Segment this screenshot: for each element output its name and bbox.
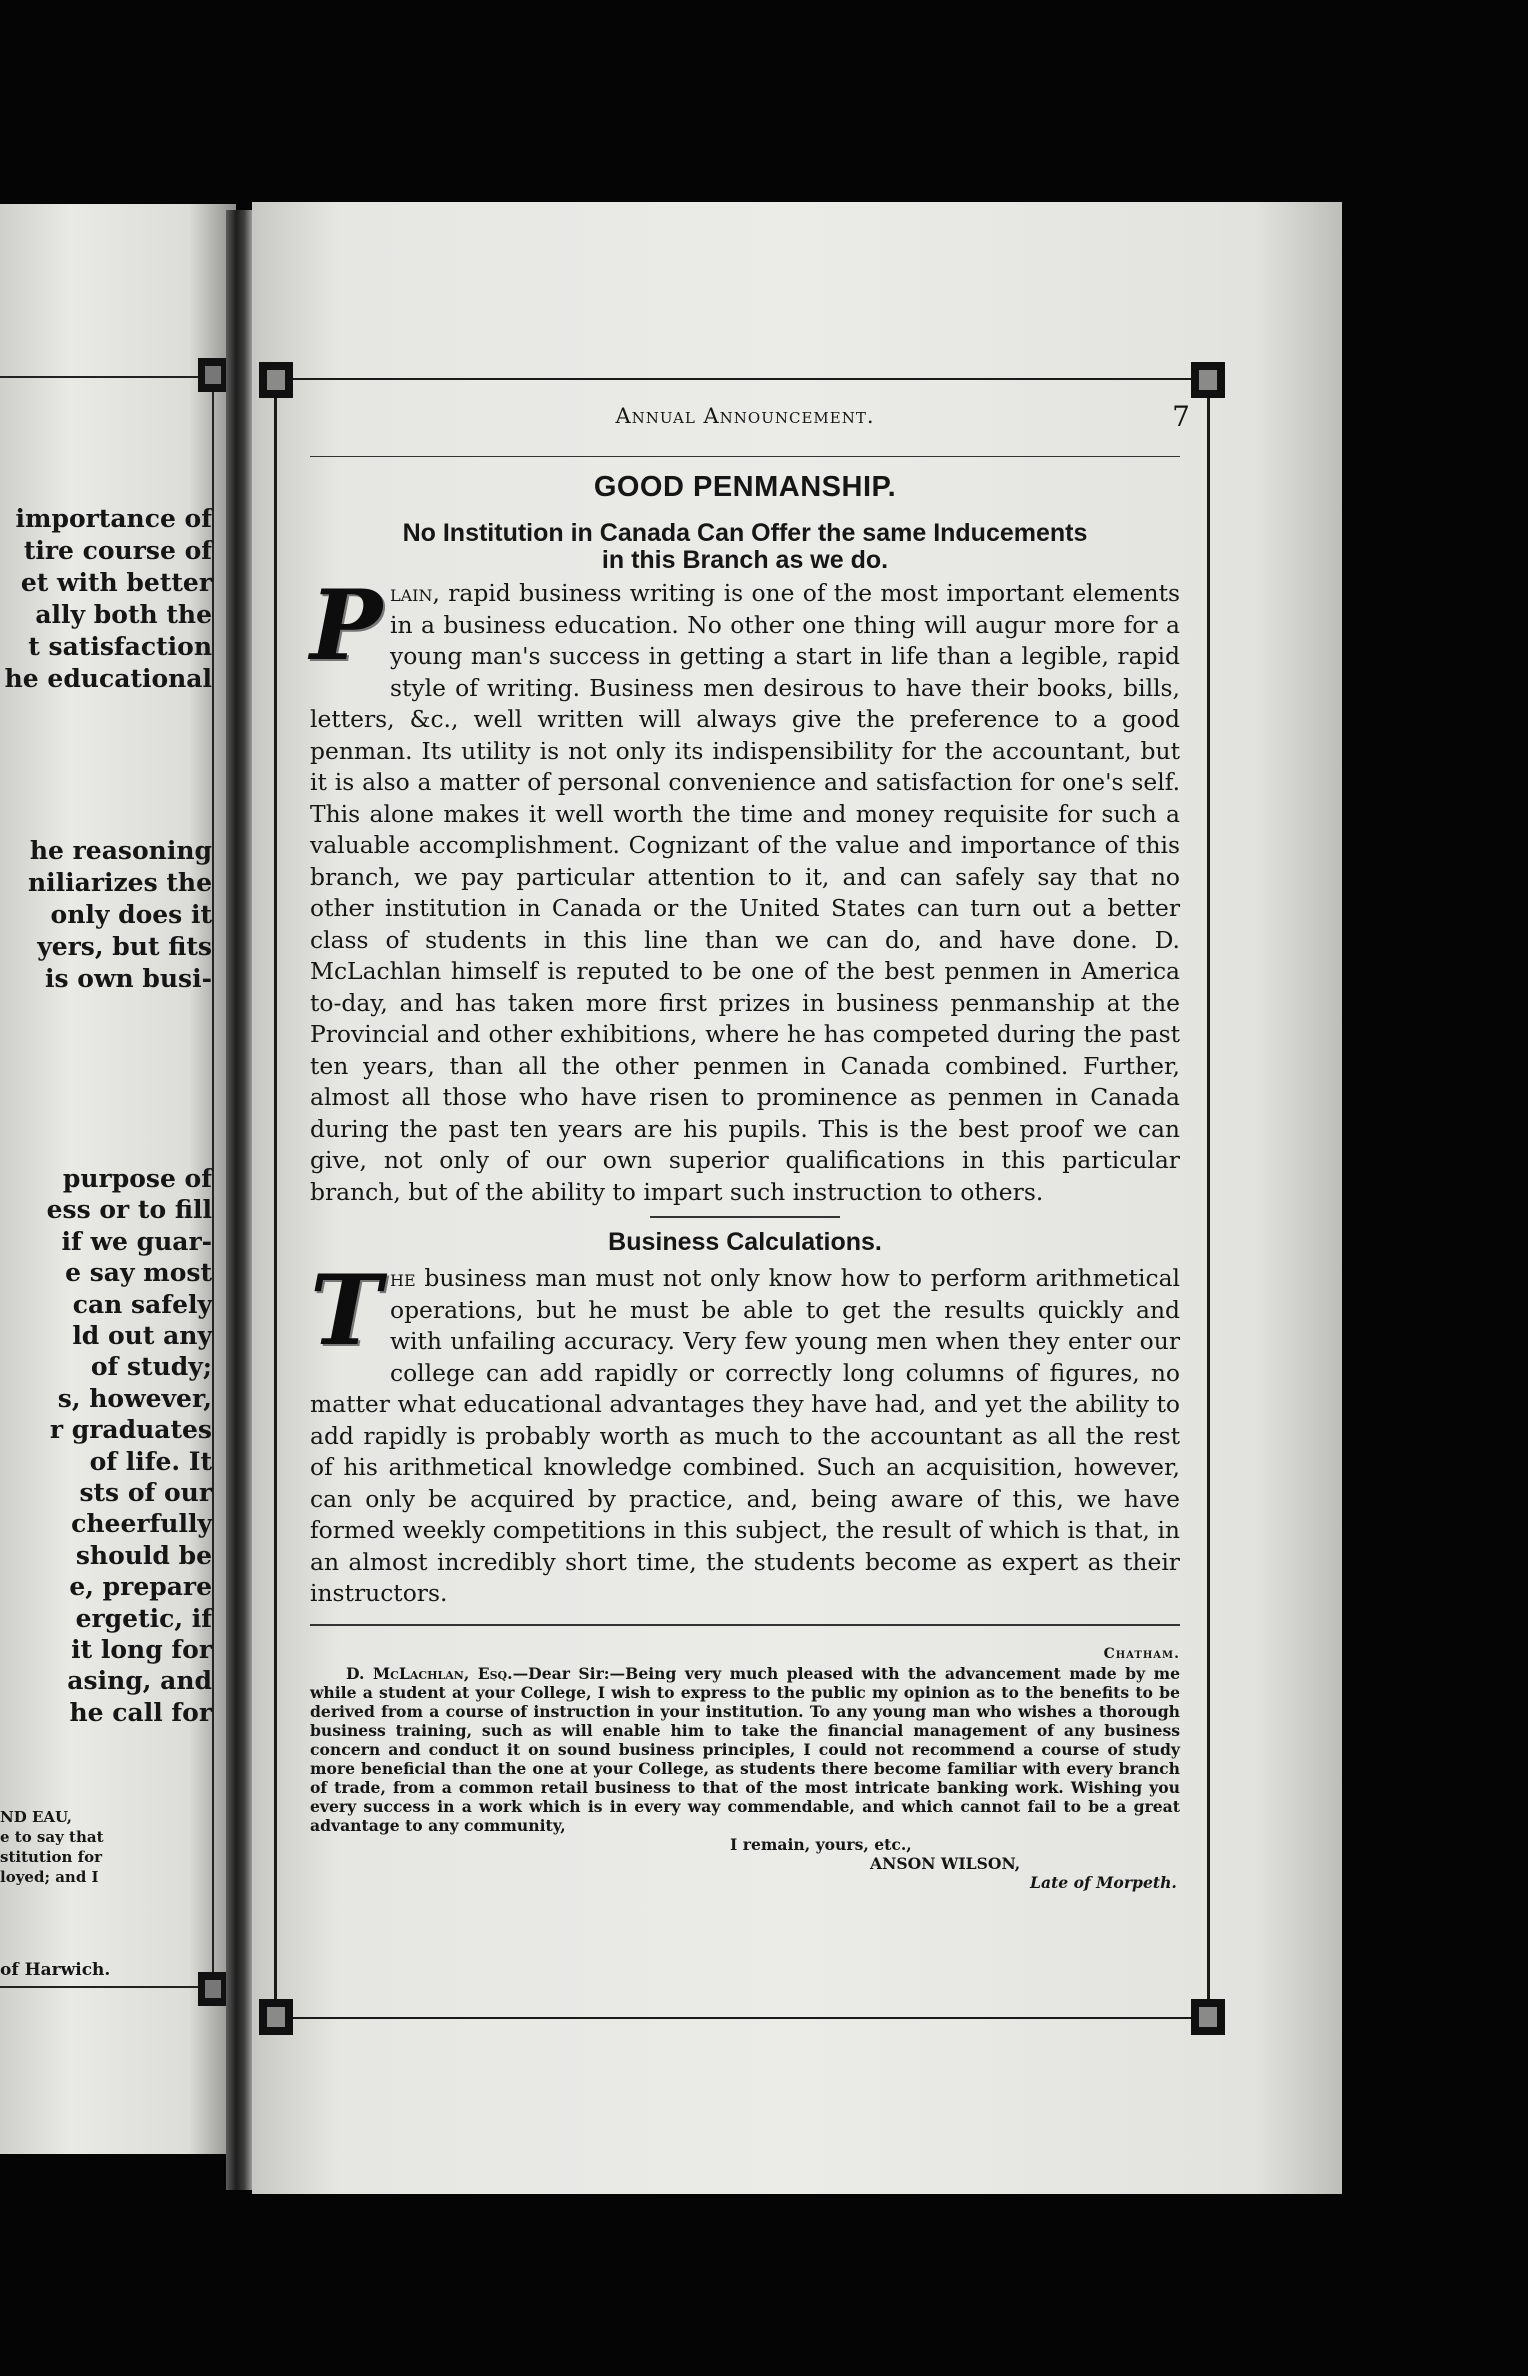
left-page-signature-line: loyed; and I — [0, 1868, 99, 1886]
left-page-line: sts of our — [79, 1478, 212, 1507]
left-page-signature-line: e to say that — [0, 1828, 104, 1846]
left-page-line: he educational — [4, 664, 212, 693]
letter-signature-name: ANSON WILSON, — [870, 1853, 1021, 1873]
left-page-line: it long for — [71, 1635, 212, 1664]
left-page-line: s, however, — [57, 1383, 212, 1413]
left-page-line: can safely — [72, 1289, 212, 1319]
left-page-line: he call for — [69, 1697, 212, 1727]
paragraph-text: business man must not only know how to perform arithmetical operations, but he must be able to get the results quickly and with unfailing accuracy. Very few young men when they enter our college can add rapidly or correctly long columns of figures, no matter what educational advantages they have had, and yet the ability to add rapidly is probably worth as much to the accountant as all the rest of his arithmetical knowledge combined. Such an acquisition, however, can only be acquired by practice, and, being aware of this, we have formed weekly competitions in this subject, the result of which is that, in an almost incredibly short time, the students become as expert as their instructors. — [310, 1264, 1180, 1607]
letter-body — [310, 1664, 1180, 1835]
running-head-title: Annual Announcement. — [615, 404, 875, 428]
section-divider — [650, 1216, 840, 1218]
left-page-line: yers, but fits — [37, 932, 212, 961]
left-page-line: e say most — [65, 1258, 212, 1288]
left-page-line: tire course of — [23, 536, 212, 565]
left-page-line: only does it — [50, 900, 212, 929]
letter-closing: I remain, yours, etc., — [730, 1834, 912, 1854]
drop-cap: P — [310, 569, 383, 682]
paragraph-text: rapid business writing is one of the most important elements in a business education. No other one thing will augur more for a young man's success in getting a start in life than a legible, rapid style of writing. Business men desirous to have their books, bills, letters, &c., well written will always give the preference to a good penman. Its utility is not only its indispensibility for the accountant, but it is also a matter of personal convenience and satisfaction for one's self. This alone makes it well worth the time and money requisite for such a valuable accomplishment. Cognizant of the value and importance of this branch, we pay particular attention to it, and can safely say that no other institution in Canada or the United States can turn out a better class of students in this line than we can do, and have done. D. McLachlan himself is reputed to be one of the best penmen in America to-day, and has taken more first prizes in business penmanship at the Provincial and other exhibitions, where he has competed during the past ten years, than all the other penmen in Canada combined. Further, almost all those who have risen to prominence as penmen in Canada during the past ten years are his pupils. This is the best proof we can give, not only of our own superior qualifications in this particular branch, but of the ability to impart such instruction to others. — [310, 579, 1180, 1206]
left-page-line: if we guar- — [61, 1226, 212, 1256]
left-page-footer: of Harwich. — [0, 1960, 111, 1980]
corner-ornament-icon — [1191, 1999, 1225, 2035]
left-page-line: cheerfully — [71, 1509, 212, 1539]
subtitle-line: in this Branch as we do. — [601, 546, 889, 574]
testimonial-divider — [310, 1624, 1180, 1626]
left-page-line: e, prepare — [69, 1572, 212, 1602]
section-subtitle — [310, 520, 1180, 574]
lead-word: he — [390, 1264, 416, 1292]
testimonial-letter — [310, 1646, 1180, 1892]
left-page-line: ess or to fill — [46, 1195, 212, 1225]
book-gutter — [226, 210, 252, 2190]
left-page-line: ld out any — [72, 1321, 212, 1350]
left-page-line: asing, and — [67, 1666, 212, 1696]
penmanship-paragraph — [310, 569, 1180, 1208]
corner-ornament-icon — [259, 1999, 293, 2035]
left-facing-page — [0, 204, 236, 2154]
corner-ornament-icon — [1191, 362, 1225, 398]
left-page-line: importance of — [15, 504, 212, 533]
lead-word: lain, — [390, 579, 440, 607]
corner-ornament-icon — [259, 362, 293, 398]
left-page-line: t satisfaction — [28, 632, 212, 661]
section-title-penmanship: GOOD PENMANSHIP. — [593, 471, 897, 503]
left-page-signature-line: stitution for — [0, 1848, 103, 1866]
left-page-line: of life. It — [89, 1446, 212, 1476]
letter-signature-location: Late of Morpeth. — [1030, 1872, 1177, 1892]
running-head — [310, 400, 1190, 444]
calculations-paragraph — [310, 1254, 1180, 1610]
letter-place: Chatham. — [1103, 1645, 1180, 1662]
left-page-signature-line: ND EAU, — [0, 1808, 72, 1826]
page-number: 7 — [1172, 400, 1190, 433]
letter-salutation: D. McLachlan, Esq. — [346, 1663, 513, 1683]
left-page-line: et with better — [20, 568, 212, 597]
corner-ornament-icon — [198, 358, 228, 392]
letter-text: —Dear Sir:—Being very much pleased with the advancement made by me while a student at your College, I wish to express to the public my opinion as to the benefits to be derived from a course of instruction in your institution. To any young man who wishes a thorough business training, such as will enable him to take the financial management of any business concern and conduct it on sound business principles, I could not recommend a course of study more beneficial than the one at your College, as students there become familiar with every branch of trade, from a common retail business to that of the most intricate banking work. Wishing you every success in a work which is in every way commendable, and which cannot fail to be a great advantage to any community, — [310, 1663, 1180, 1835]
subtitle-line: No Institution in Canada Can Offer the same Inducements — [402, 519, 1088, 547]
left-page-line: r graduates — [49, 1415, 212, 1445]
left-page-line: he reasoning — [29, 836, 212, 865]
page-content — [310, 400, 1190, 1892]
section-title-calculations: Business Calculations. — [608, 1228, 882, 1256]
left-page-line: of study; — [90, 1352, 212, 1382]
left-page-line: should be — [75, 1540, 212, 1570]
left-page-line: is own busi- — [45, 964, 212, 993]
left-page-line: ally both the — [35, 600, 212, 629]
drop-cap: T — [310, 1254, 382, 1367]
corner-ornament-icon — [198, 1972, 228, 2006]
left-page-line: niliarizes the — [27, 868, 212, 897]
left-page-line: purpose of — [62, 1164, 212, 1193]
left-page-line: ergetic, if — [75, 1603, 212, 1633]
book-page — [252, 202, 1342, 2194]
